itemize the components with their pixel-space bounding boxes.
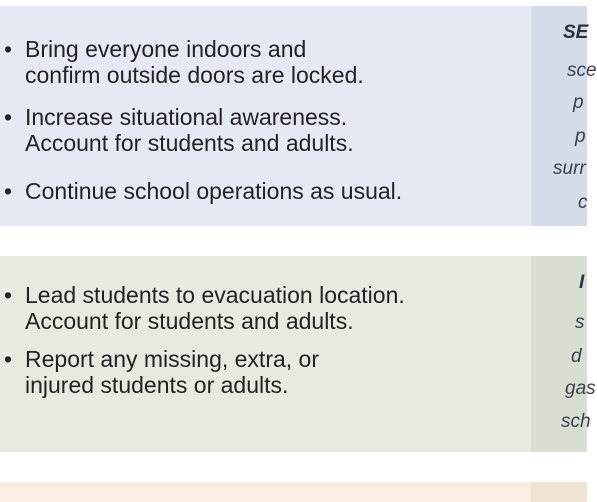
section-green-sidebar xyxy=(531,256,596,452)
bullet-dot: • xyxy=(4,36,13,62)
list-item-line: injured students or adults. xyxy=(25,372,289,398)
list-item xyxy=(4,104,354,156)
list-item xyxy=(4,346,319,398)
section-blue-panel xyxy=(0,6,531,226)
sidebar-text-line: sch xyxy=(561,411,591,432)
bullet-dot: • xyxy=(4,104,13,130)
section-peach-panel xyxy=(0,482,531,502)
sidebar-text-line: p xyxy=(575,126,586,147)
list-item xyxy=(4,36,364,88)
list-item-line: Account for students and adults. xyxy=(25,308,354,334)
list-item-line: Bring everyone indoors and xyxy=(25,36,307,62)
sidebar-text-line: s xyxy=(575,312,585,333)
list-item xyxy=(4,282,405,334)
list-item xyxy=(4,178,402,204)
sidebar-text-line: p xyxy=(573,92,584,113)
list-item-line: confirm outside doors are locked. xyxy=(25,62,364,88)
sidebar-text-line: sce xyxy=(567,60,597,81)
list-item-line: Continue school operations as usual. xyxy=(25,178,403,204)
list-item-line: Account for students and adults. xyxy=(25,130,354,156)
section-blue-sidebar xyxy=(531,6,597,226)
list-item-line: Lead students to evacuation location. xyxy=(25,282,405,308)
section-peach-sidebar xyxy=(531,482,587,502)
sidebar-text-line: I xyxy=(579,272,585,293)
list-item-line: Report any missing, extra, or xyxy=(25,346,320,372)
list-item-line: Increase situational awareness. xyxy=(25,104,348,130)
sidebar-text-line: gas xyxy=(565,378,596,399)
bullet-dot: • xyxy=(4,178,13,204)
bullet-dot: • xyxy=(4,282,13,308)
sidebar-text-line: d xyxy=(571,346,582,367)
section-green-panel xyxy=(0,256,531,452)
sidebar-text-line: c xyxy=(578,192,588,213)
sidebar-text-line: surr xyxy=(553,158,586,179)
bullet-dot: • xyxy=(4,346,13,372)
sidebar-text-line: SE xyxy=(563,22,589,43)
